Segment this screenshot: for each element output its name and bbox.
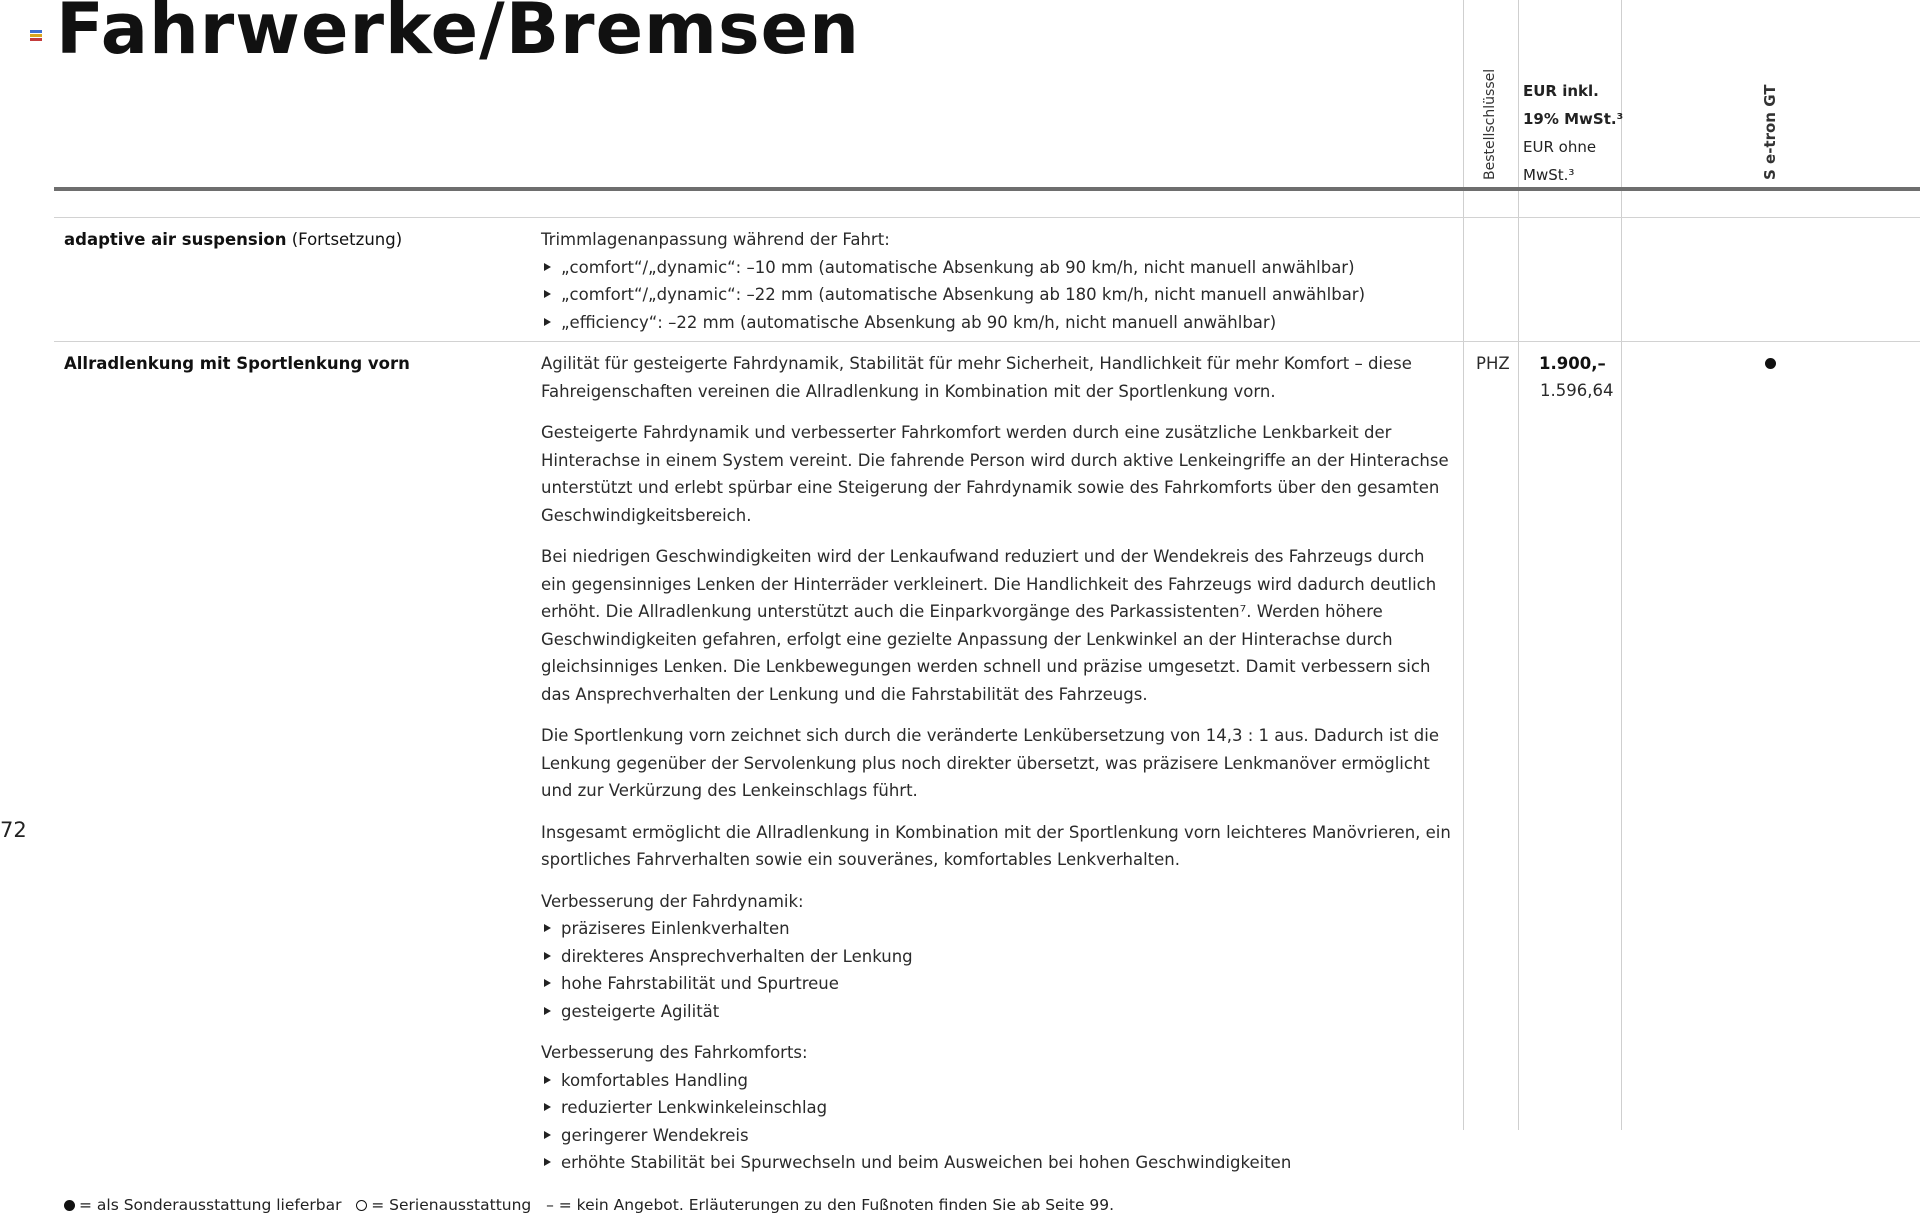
row-label-allradlenkung — [64, 354, 410, 373]
dynamics-list — [541, 888, 1453, 1026]
legend-optional: = als Sonderausstattung lieferbar — [79, 1196, 342, 1214]
comfort-list — [541, 1039, 1453, 1177]
row-description-allradlenkung — [541, 350, 1453, 1191]
description-paragraph: Gesteigerte Fahrdynamik und verbesserter Fahrkomfort werden durch eine zusätzliche Lenkbarkeit der Hinterachse in einem System vereint. Die fahrende Person wird durch aktive Lenkeingriffe an der Hinterachse unterstützt und erlebt spürbar eine Steigerung der Fahrdynamik sowie des Fahrkomforts über den gesamten Geschwindigkeitsbereich. — [541, 423, 1449, 525]
list-item: „comfort“/„dynamic“: –22 mm (automatische Absenkung ab 180 km/h, nicht manuell anwählbar) — [541, 281, 1451, 309]
comfort-title: Verbesserung des Fahrkomforts: — [541, 1043, 808, 1062]
description-paragraph: Insgesamt ermöglicht die Allradlenkung in Kombination mit der Sportlenkung vorn leichteres Manövrieren, ein sportliches Fahrverhalten sowie ein souveränes, komfortables Lenkverhalten. — [541, 822, 1451, 869]
row-description-air-suspension — [541, 226, 1451, 336]
price-incl-header-line2: 19% MwSt.³ — [1523, 110, 1624, 128]
legend-none: – = kein Angebot. Erläuterungen zu den Fußnoten finden Sie ab Seite 99. — [546, 1196, 1115, 1214]
price-excl-header-line1: EUR ohne — [1523, 138, 1597, 156]
legend — [64, 1196, 1114, 1214]
flag-icon — [30, 30, 42, 40]
description-intro: Trimmlagenanpassung während der Fahrt: — [541, 230, 890, 249]
legend-standard: = Serienausstattung — [371, 1196, 532, 1214]
list-item: reduzierter Lenkwinkeleinschlag — [541, 1094, 1453, 1122]
filled-circle-icon — [64, 1200, 75, 1211]
model-header: S e-tron GT — [1761, 84, 1779, 180]
row-label-air-suspension — [64, 230, 402, 249]
price-excl-header-line2: MwSt.³ — [1523, 166, 1575, 184]
order-key-header: Bestellschlüssel — [1482, 68, 1498, 180]
list-item: hohe Fahrstabilität und Spurtreue — [541, 970, 1453, 998]
row-divider — [54, 341, 1920, 342]
open-circle-icon — [356, 1200, 367, 1211]
column-divider — [1463, 0, 1464, 1130]
list-item: gesteigerte Agilität — [541, 998, 1453, 1026]
price-incl: 1.900,– — [1539, 354, 1606, 373]
list-item: komfortables Handling — [541, 1067, 1453, 1095]
list-item: präziseres Einlenkverhalten — [541, 915, 1453, 943]
list-item: „efficiency“: –22 mm (automatische Absenkung ab 90 km/h, nicht manuell anwählbar) — [541, 309, 1451, 337]
availability-dot — [1765, 358, 1776, 369]
page-number: 72 — [0, 818, 27, 842]
price-header — [1523, 77, 1623, 189]
description-paragraph: Die Sportlenkung vorn zeichnet sich durch die veränderte Lenkübersetzung von 14,3 : 1 aus. Dadurch ist die Lenkung gegenüber der Servolenkung plus noch direkter übersetzt, was präzisere Lenkmanöver ermöglicht und zur Verkürzung des Lenkeinschlags führt. — [541, 726, 1439, 800]
order-code: PHZ — [1476, 354, 1510, 373]
price-excl: 1.596,64 — [1540, 381, 1614, 400]
description-paragraph: Bei niedrigen Geschwindigkeiten wird der Lenkaufwand reduziert und der Wendekreis des Fahrzeugs durch ein gegensinniges Lenken der Hinterräder verkleinert. Die Handlichkeit des Fahrzeugs wird dadurch deutlich erhöht. Die Allradlenkung unterstützt auch die Einparkvorgänge des Parkassistenten⁷. Werden höhere Geschwindigkeiten gefahren, erfolgt eine gezielte Anpassung der Lenkwinkel an der Hinterachse durch gleichsinniges Lenken. Die Lenkbewegungen werden schnell und präzise umgesetzt. Damit verbessern sich das Ansprechverhalten der Lenkung und die Fahrstabilität des Fahrzeugs. — [541, 547, 1437, 704]
header-rule — [54, 187, 1920, 191]
row-label-bold: Allradlenkung mit Sportlenkung vorn — [64, 354, 410, 373]
description-paragraph: Agilität für gesteigerte Fahrdynamik, Stabilität für mehr Sicherheit, Handlichkeit für mehr Komfort – diese Fahreigenschaften vereinen die Allradlenkung in Kombination mit der Sportlenkung vorn. — [541, 354, 1412, 401]
row-label-bold: adaptive air suspension — [64, 230, 287, 249]
price-incl-header-line1: EUR inkl. — [1523, 82, 1599, 100]
list-item: erhöhte Stabilität bei Spurwechseln und beim Ausweichen bei hohen Geschwindigkeiten — [541, 1149, 1453, 1177]
row-divider — [54, 217, 1920, 218]
column-divider — [1518, 0, 1519, 1130]
page-title: Fahrwerke/Bremsen — [56, 0, 860, 70]
list-item: „comfort“/„dynamic“: –10 mm (automatische Absenkung ab 90 km/h, nicht manuell anwählbar) — [541, 254, 1451, 282]
row-label-suffix: (Fortsetzung) — [291, 230, 403, 249]
list-item: direkteres Ansprechverhalten der Lenkung — [541, 943, 1453, 971]
dynamics-title: Verbesserung der Fahrdynamik: — [541, 891, 804, 911]
list-item: geringerer Wendekreis — [541, 1122, 1453, 1150]
